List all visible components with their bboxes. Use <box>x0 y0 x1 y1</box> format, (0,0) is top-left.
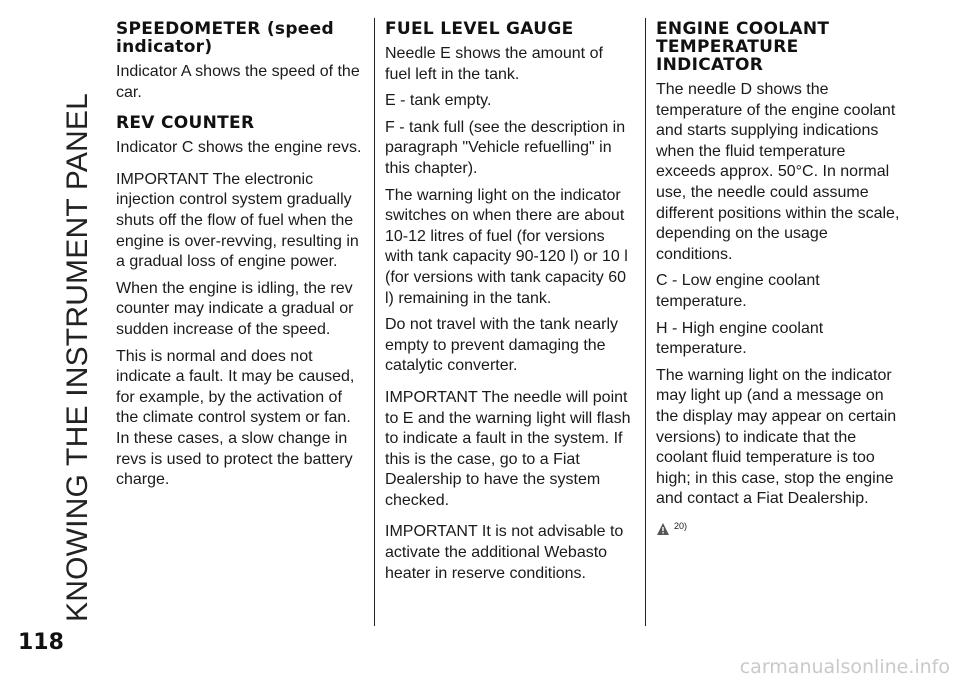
column-fuel-gauge <box>385 14 633 590</box>
tank-full-text: F - tank full (see the description in paragraph "Vehicle refuelling" in this chapter). <box>385 118 626 177</box>
note-reference-number: 20) <box>674 520 688 531</box>
column-speedometer-rev <box>116 14 364 497</box>
column-divider <box>374 18 375 626</box>
important-webasto-note: IMPORTANT It is not advisable to activate the additional Webasto heater in reserve conditions. <box>385 523 624 582</box>
rev-counter-text: Indicator C shows the engine revs. <box>116 139 362 157</box>
normal-behaviour-text: This is normal and does not indicate a fault. It may be caused, for example, by the activation of the climate control system or fan. In these cases, a slow change in revs is used to protect the battery charge. <box>116 347 355 489</box>
warning-note-reference <box>656 516 906 537</box>
page-number: 118 <box>18 630 64 655</box>
do-not-travel-text: Do not travel with the tank nearly empty to prevent damaging the catalytic converter. <box>385 316 619 375</box>
important-injection-note: IMPORTANT The electronic injection control system gradually shuts off the flow of fuel when the engine is over-revving, resulting in a gradual loss of engine power. <box>116 170 359 271</box>
tank-empty-text: E - tank empty. <box>385 92 492 110</box>
fuel-gauge-heading: FUEL LEVEL GAUGE <box>385 19 574 39</box>
coolant-low-text: C - Low engine coolant temperature. <box>656 272 820 310</box>
section-side-title: KNOWING THE INSTRUMENT PANEL <box>61 93 94 622</box>
idling-text: When the engine is idling, the rev counter may indicate a gradual or sudden increase of the speed. <box>116 279 354 338</box>
watermark: carmanualsonline.info <box>739 656 950 678</box>
needle-d-text: The needle D shows the temperature of the engine coolant and starts supplying indications when the fluid temperature exceeds approx. 50°C. In normal use, the needle could assume different positions within the scale, depending on the usage conditions. <box>656 81 900 263</box>
important-needle-note: IMPORTANT The needle will point to E and the warning light will flash to indicate a fault in the system. If this is the case, go to a Fiat Dealership to have the system checked. <box>385 388 631 509</box>
speedometer-text: Indicator A shows the speed of the car. <box>116 63 360 101</box>
needle-e-text: Needle E shows the amount of fuel left in the tank. <box>385 45 603 83</box>
coolant-heading: ENGINE COOLANT TEMPERATURE INDICATOR <box>656 19 830 75</box>
fuel-warning-light-text: The warning light on the indicator switches on when there are about 10-12 litres of fuel (for versions with tank capacity 90-120 l) or 10 l (for versions with tank capacity 60 l) remaining in the tank. <box>385 186 628 307</box>
column-divider <box>645 18 646 626</box>
coolant-warning-text: The warning light on the indicator may light up (and a message on the display may appear on certain versions) to indicate that the coolant fluid temperature is too high; in this case, stop the engine and contact a Fiat Dealership. <box>656 366 897 508</box>
warning-triangle-icon <box>656 522 670 536</box>
rev-counter-heading: REV COUNTER <box>116 113 255 134</box>
coolant-high-text: H - High engine coolant temperature. <box>656 319 824 358</box>
speedometer-heading: SPEEDOMETER (speed indicator) <box>116 19 334 57</box>
column-coolant-temperature <box>656 14 906 536</box>
